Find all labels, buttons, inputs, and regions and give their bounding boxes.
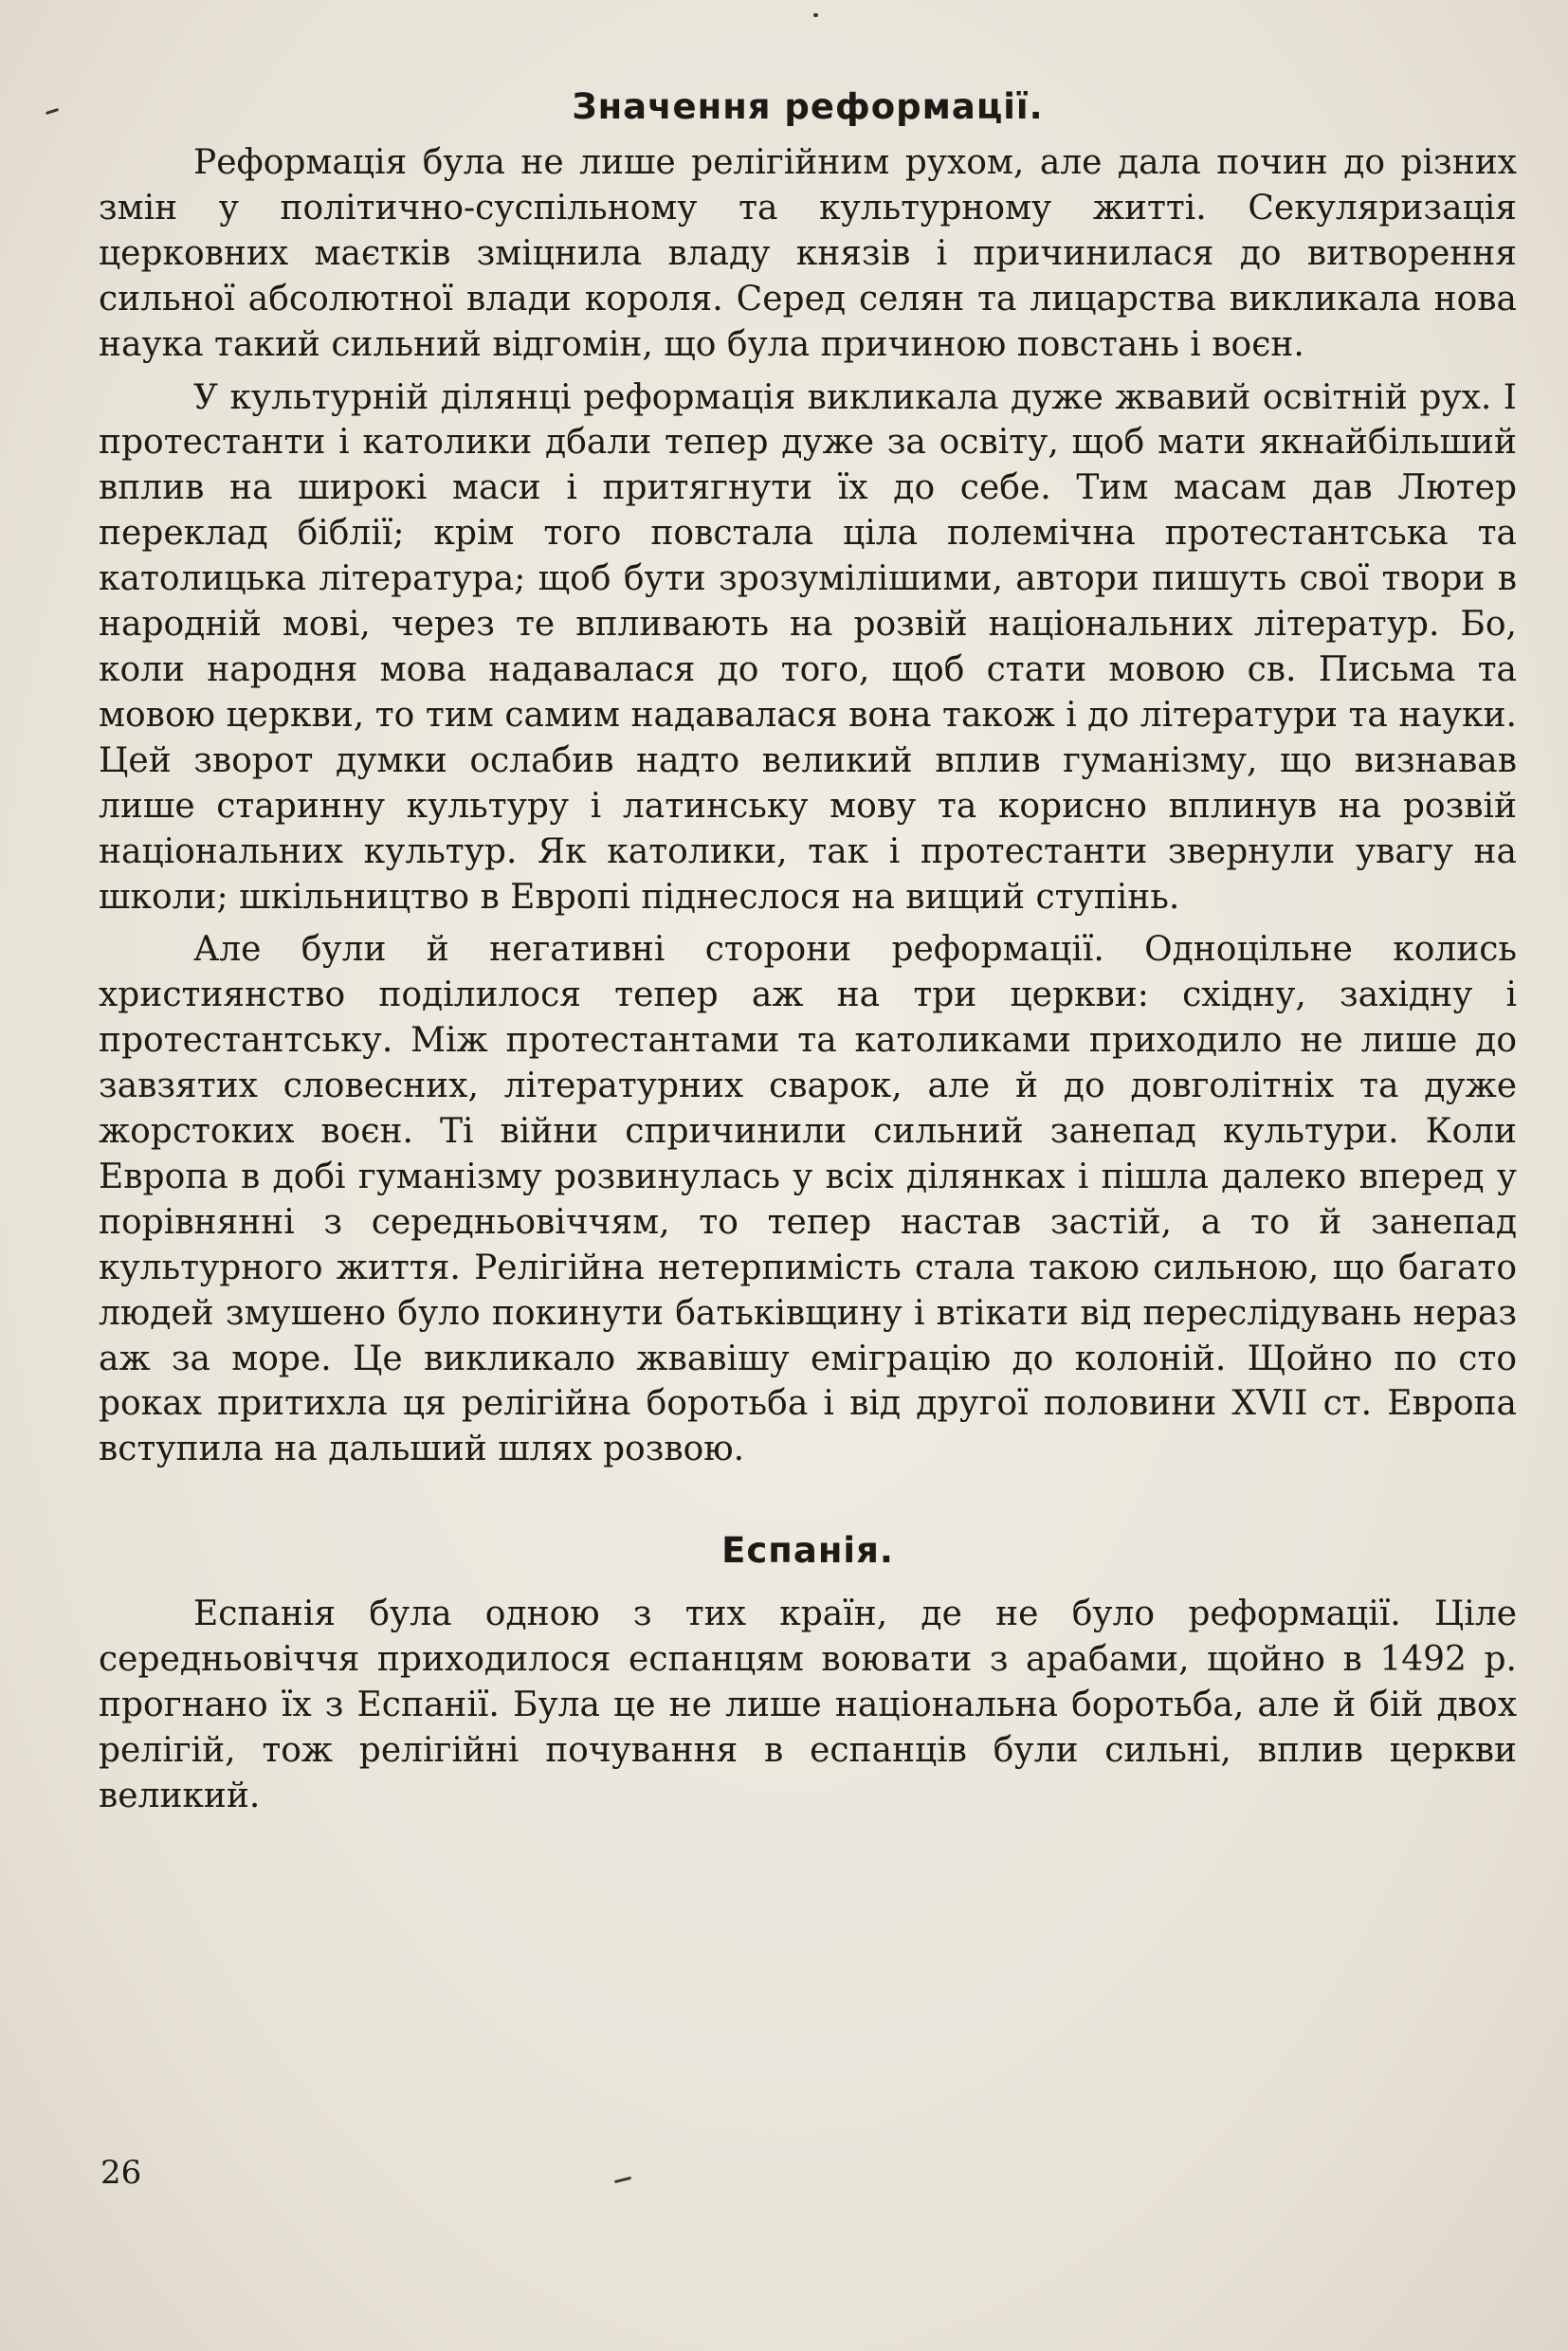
paragraph-2: У культурній ділянці реформація викликала дуже жвавий освітній рух. І протестанти і католики дбали тепер дуже за освіту, щоб мати якнайбільший вплив на широкі маси і притягнути їх до себе. Тим масам дав Лютер переклад біблії; крім того повстала ціла полемічна протестантська та католицька література; щоб бути зрозумілішими, автори пишуть свої твори в народній мові, через те впливають на розвій національних літератур. Бо, коли народня мова надавалася до того, щоб стати мовою св. Письма та мовою церкви, то тим самим надавалася вона також і до літератури та науки. Цей зворот думки ослабив надто великий вплив гуманізму, що визнавав лише старинну культуру і латинську мову та корисно вплинув на розвій національних культур. Як католики, так і протестанти звернули увагу на школи; шкільництво в Европі піднеслося на вищий ступінь. — [99, 377, 1517, 917]
paragraph-1: Реформація була не лише релігійним рухом, але дала почин до різних змін у політично-суспільному та культурному житті. Секуляризація церковних маєтків зміцнила владу князів і причинилася до витворення сильної абсолютної влади короля. Серед селян та лицарства викликала нова наука такий сильний відгомін, що була причиною повстань і воєн. — [99, 143, 1517, 364]
paragraph-4: Еспанія була одною з тих країн, де не було реформації. Ціле середньовіччя приходилося еспанцям воювати з арабами, щойно в 1492 р. прогнано їх з Еспанії. Була це не лише національна боротьба, але й бій двох релігій, тож релігійні почування в еспанців були сильні, вплив церкви великий. — [99, 1595, 1517, 1815]
section-heading-reformation: Значення реформації. — [572, 86, 1044, 127]
page-content — [99, 74, 1517, 1827]
page-speck — [813, 13, 818, 17]
page-speck — [46, 108, 59, 115]
page-number: 26 — [100, 2154, 142, 2192]
paragraph-3: Але були й негативні сторони реформації. Одноцільне колись християнство поділилося тепер аж на три церкви: східну, західну і протестантську. Між протестантами та католиками приходило не лише до завзятих словесних, літературних сварок, але й до довголітніх та дуже жорстоких воєн. Ті війни спричинили сильний занепад культури. Коли Европа в добі гуманізму розвинулась у всіх ділянках і пішла далеко вперед у порівнянні з середньовіччям, то тепер настав застій, а то й занепад культурного життя. Релігійна нетерпимість стала такою сильною, що багато людей змушено було покинути батьківщину і втікати від переслідувань нераз аж за море. Це викликало жвавішу еміграцію до колоній. Щойно по сто роках притихла ця релігійна боротьба і від другої половини XVII ст. Европа вступила на дальший шлях розвою. — [99, 930, 1517, 1469]
section-heading-spain: Еспанія. — [721, 1530, 894, 1572]
page-speck — [614, 2177, 631, 2183]
